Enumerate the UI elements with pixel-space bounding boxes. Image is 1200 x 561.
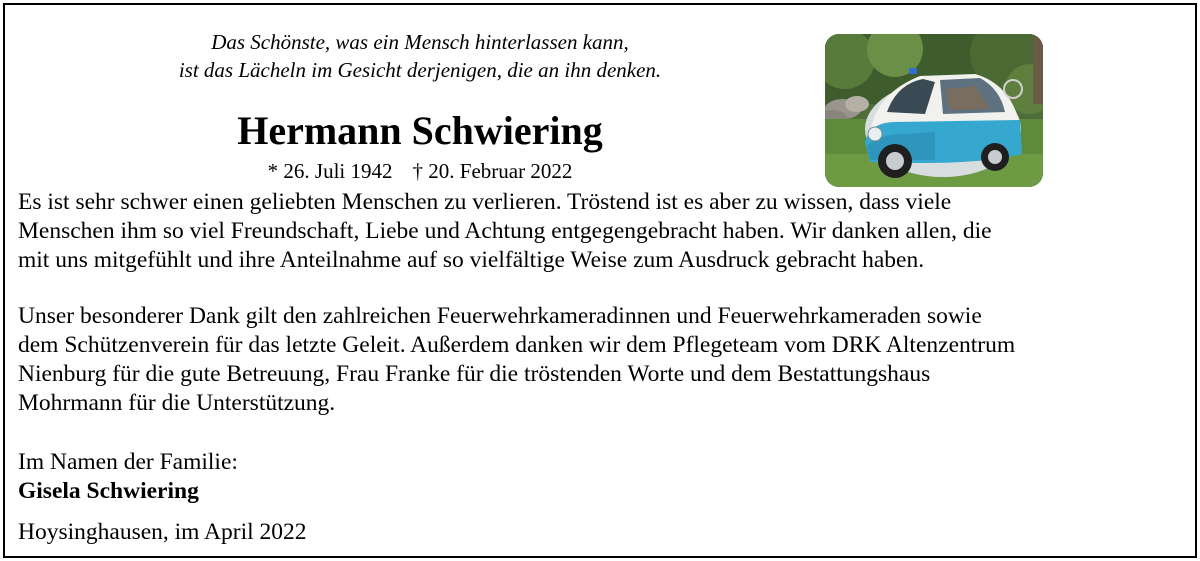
signature-intro: Im Namen der Familie: [18,449,238,475]
text-line: Nienburg für die gute Betreuung, Frau Franke für die tröstenden Worte und dem Bestattungshaus [18,361,931,387]
text-line: dem Schützenverein für das letzte Geleit. Außerdem danken wir dem Pflegeteam vom DRK Altenzentrum [18,332,1016,358]
signature-name: Gisela Schwiering [18,478,199,504]
life-dates [120,158,720,184]
thanks-paragraph-2 [18,302,1188,418]
text-line: Es ist sehr schwer einen geliebten Menschen zu verlieren. Tröstend ist es aber zu wissen, dass viele [18,189,952,215]
quote-line-2: ist das Lächeln im Gesicht derjenigen, die an ihn denken. [178,58,662,82]
deceased-name: Hermann Schwiering [237,108,603,153]
death-date: † 20. Februar 2022 [412,159,573,183]
signature-block [18,448,1188,506]
text-line: Mohrmann für die Unterstützung. [18,390,336,416]
thanks-paragraph-1 [18,188,1188,275]
text-line: Unser besonderer Dank gilt den zahlreichen Feuerwehrkameradinnen und Feuerwehrkameraden sowie [18,303,982,329]
quote-line-1: Das Schönste, was ein Mensch hinterlassen kann, [211,30,629,54]
text-line: mit uns mitgefühlt und ihre Anteilnahme auf so vielfältige Weise zum Ausdruck gebracht haben. [18,247,925,273]
place-date: Hoysinghausen, im April 2022 [18,519,307,545]
birth-date: * 26. Juli 1942 [267,159,393,183]
memorial-quote [100,28,740,84]
isetta-car-photo [825,34,1043,187]
text-line: Menschen ihm so viel Freundschaft, Liebe und Achtung entgegengebracht haben. Wir danken allen, die [18,218,992,244]
